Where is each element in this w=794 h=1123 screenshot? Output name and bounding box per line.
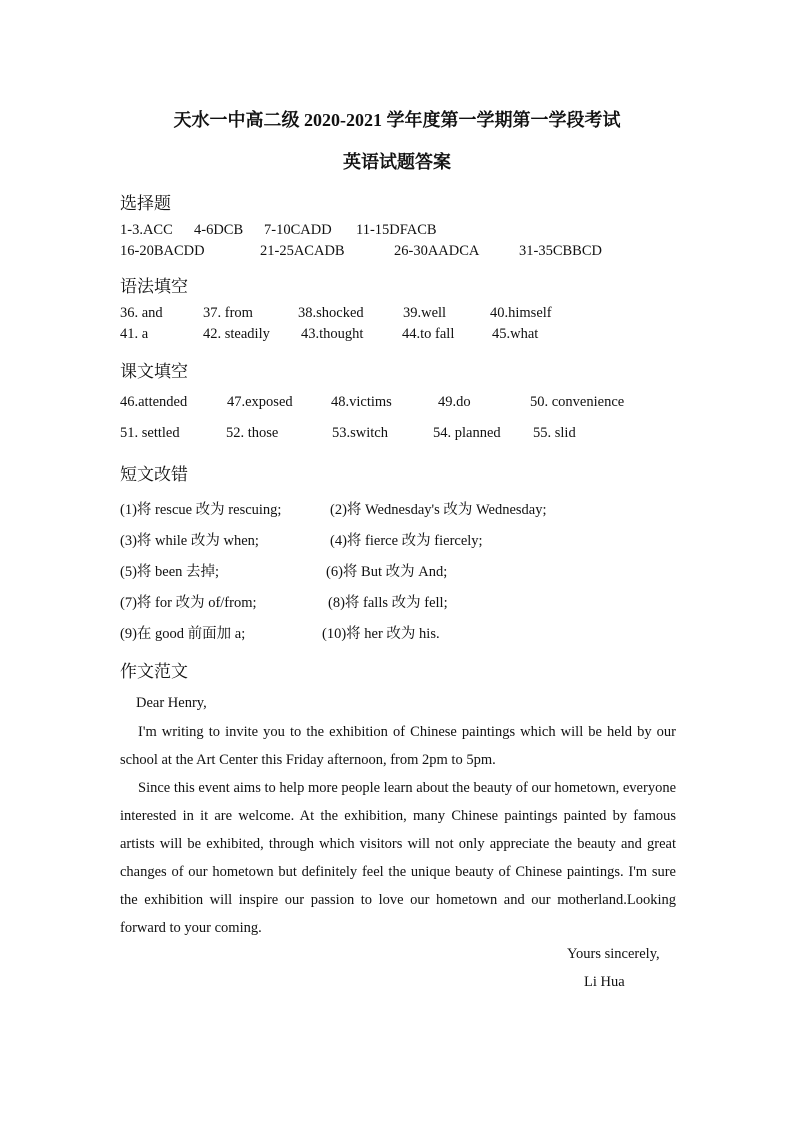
grammar-answer: 37. from <box>203 305 253 321</box>
section-heading-text-fill: 课文填空 <box>120 362 188 381</box>
correction-item: (3)将 while 改为 when; <box>120 533 259 549</box>
grammar-answer: 43.thought <box>301 326 364 342</box>
page-title: 天水一中高二级 2020-2021 学年度第一学期第一学段考试 <box>173 110 621 130</box>
text-fill-answer: 47.exposed <box>227 394 293 410</box>
text-fill-answer: 49.do <box>438 394 471 410</box>
text-fill-answer: 46.attended <box>120 394 188 410</box>
text-fill-answer: 55. slid <box>533 425 576 441</box>
choice-answer: 7-10CADD <box>264 222 332 238</box>
grammar-answer: 45.what <box>492 326 539 342</box>
page-subtitle: 英语试题答案 <box>343 152 451 172</box>
grammar-answer: 36. and <box>120 305 163 321</box>
choice-answer: 4-6DCB <box>194 222 244 238</box>
choice-answer: 16-20BACDD <box>120 243 205 259</box>
correction-item: (7)将 for 改为 of/from; <box>120 595 257 611</box>
grammar-answer: 44.to fall <box>402 326 455 342</box>
choice-answer: 11-15DFACB <box>356 222 437 238</box>
text-fill-answer: 51. settled <box>120 425 180 441</box>
correction-item: (8)将 falls 改为 fell; <box>328 595 448 611</box>
section-heading-correction: 短文改错 <box>120 465 188 484</box>
text-fill-answer: 52. those <box>226 425 279 441</box>
section-heading-choice: 选择题 <box>120 194 171 213</box>
correction-item: (9)在 good 前面加 a; <box>120 626 246 642</box>
essay-salutation: Dear Henry, <box>136 695 207 711</box>
text-fill-answer: 53.switch <box>332 425 388 441</box>
section-heading-essay: 作文范文 <box>120 662 188 681</box>
grammar-answer: 39.well <box>403 305 447 321</box>
essay-signature: Li Hua <box>584 974 625 990</box>
grammar-answer: 40.himself <box>490 305 552 321</box>
correction-item: (5)将 been 去掉; <box>120 564 220 580</box>
correction-item: (4)将 fierce 改为 fiercely; <box>330 533 483 549</box>
essay-paragraph: I'm writing to invite you to the exhibition of Chinese paintings which will be held by our school at the Art Center this Friday afternoon, from 2pm to 5pm. <box>120 724 676 768</box>
text-fill-answer: 50. convenience <box>530 394 625 410</box>
essay-paragraph: Since this event aims to help more people learn about the beauty of our hometown, everyone interested in it are welcome. At the exhibition, many Chinese paintings painted by famous artists will be exhibited, through which visitors will not only appreciate the beauty and great changes of our hometown but definitely feel the unique beauty of Chinese paintings. I'm sure the exhibition will inspire our passion to love our hometown and our motherland.Looking forward to your coming. <box>120 780 676 936</box>
section-heading-grammar: 语法填空 <box>120 277 188 296</box>
correction-item: (10)将 her 改为 his. <box>322 626 440 642</box>
correction-item: (6)将 But 改为 And; <box>326 564 448 580</box>
choice-answer: 31-35CBBCD <box>519 243 602 259</box>
essay-closing: Yours sincerely, <box>567 946 660 962</box>
text-fill-answer: 48.victims <box>331 394 392 410</box>
grammar-answer: 38.shocked <box>298 305 364 321</box>
text-fill-answer: 54. planned <box>433 425 501 441</box>
correction-item: (1)将 rescue 改为 rescuing; <box>120 502 282 518</box>
choice-answer: 21-25ACADB <box>260 243 345 259</box>
grammar-answer: 41. a <box>120 326 149 342</box>
choice-answer: 1-3.ACC <box>120 222 173 238</box>
correction-item: (2)将 Wednesday's 改为 Wednesday; <box>330 502 547 518</box>
choice-answer: 26-30AADCA <box>394 243 480 259</box>
grammar-answer: 42. steadily <box>203 326 270 342</box>
